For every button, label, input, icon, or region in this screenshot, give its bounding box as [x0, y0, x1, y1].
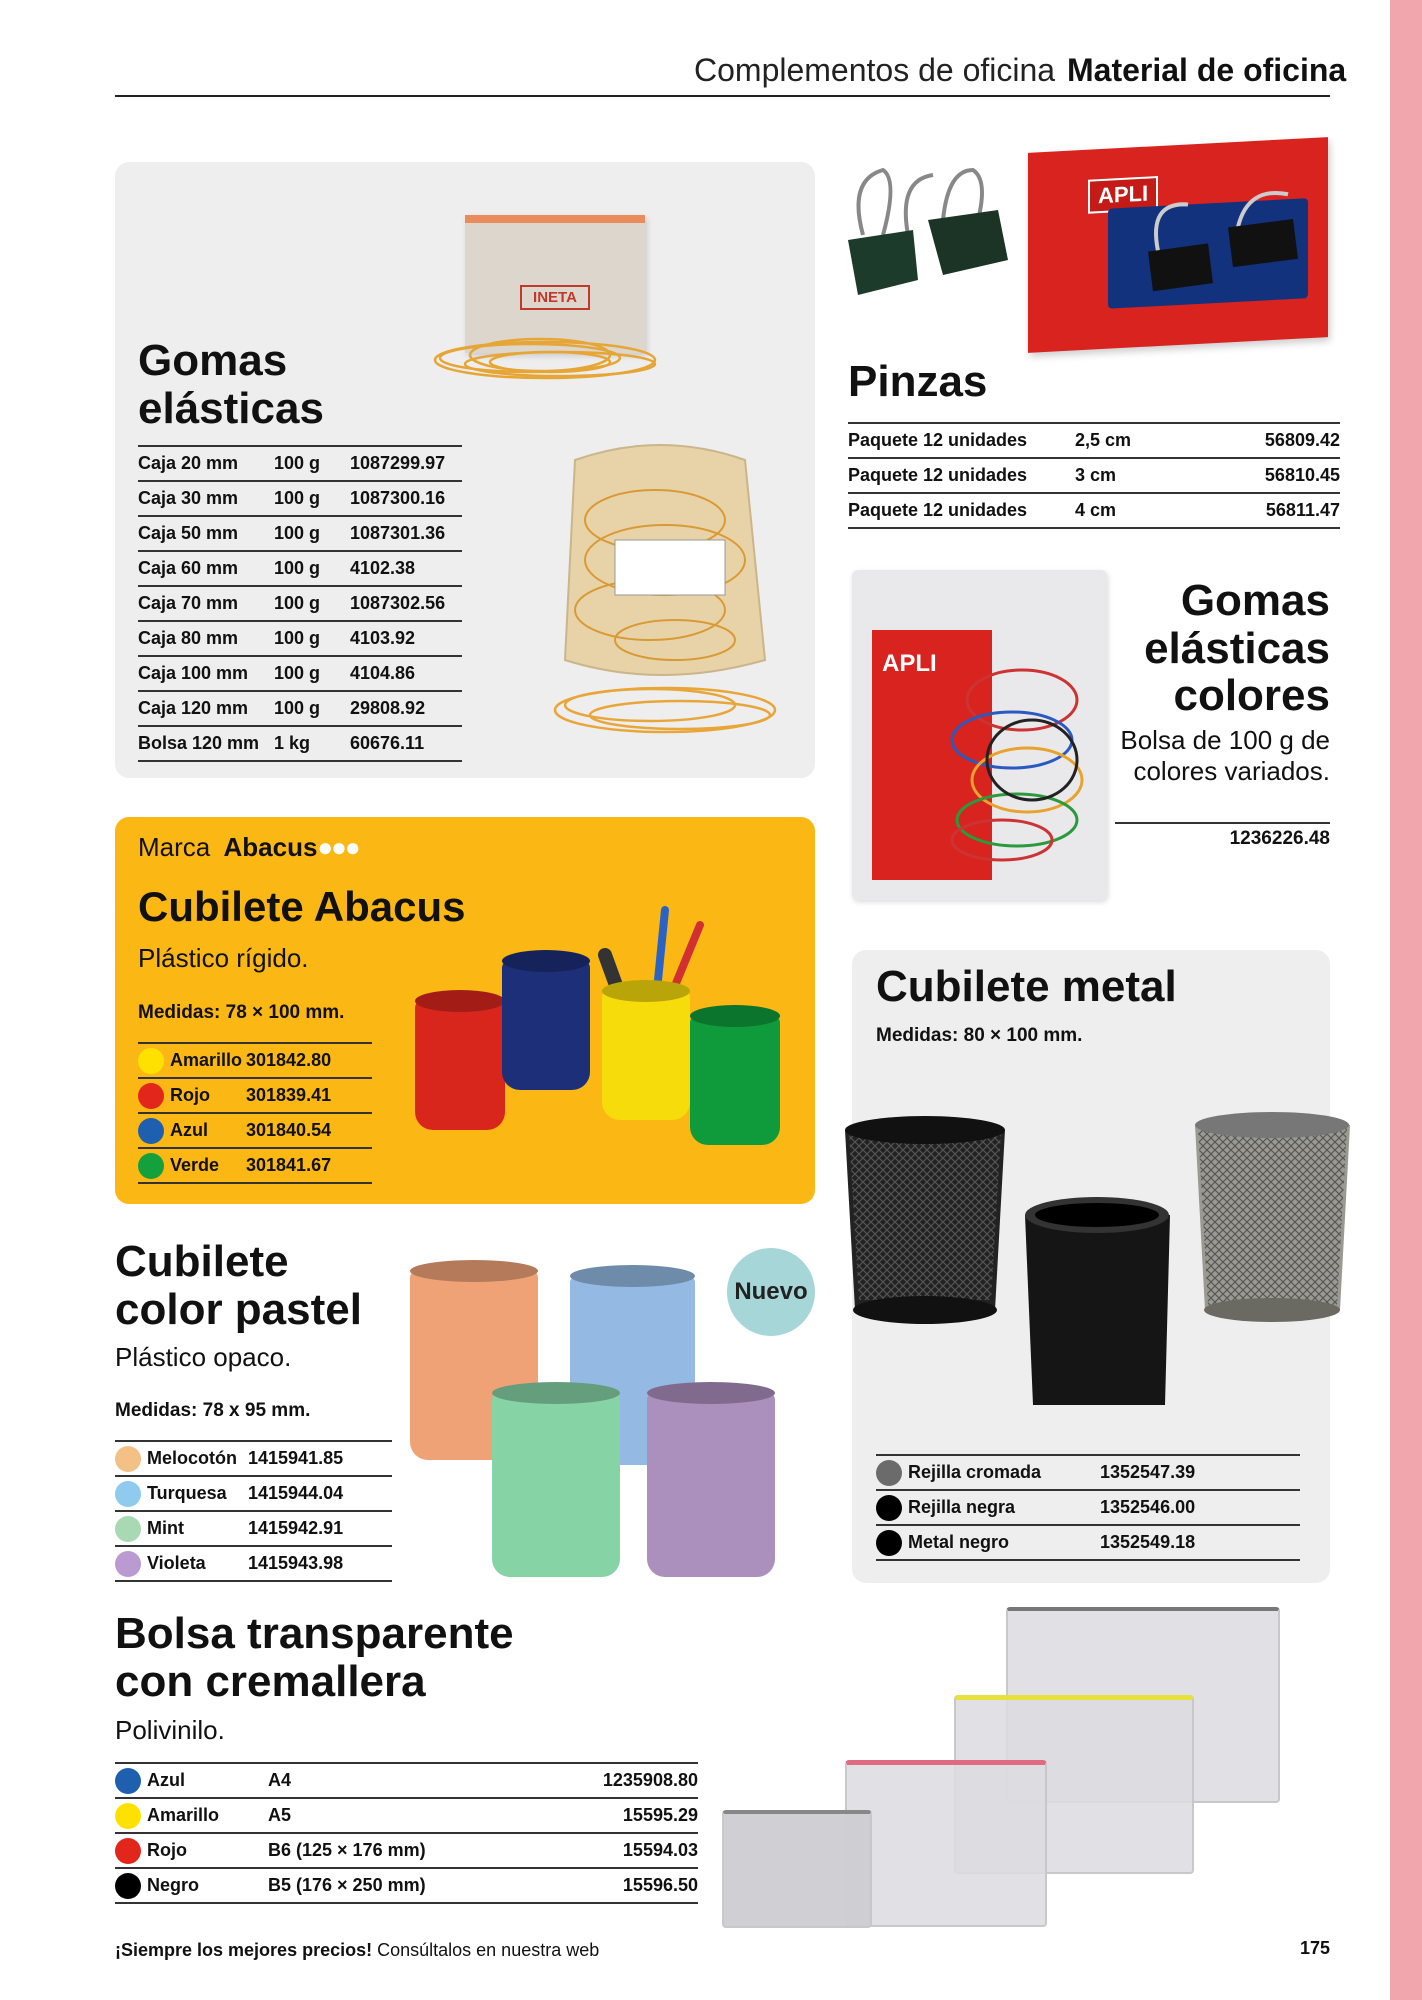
gomas-row	[138, 726, 462, 761]
metal-row	[876, 1490, 1300, 1525]
pastel-ref: 1415943.98	[248, 1546, 392, 1581]
color-swatch-icon	[115, 1873, 141, 1899]
pinzas-row	[848, 423, 1340, 458]
color-swatch-icon	[138, 1153, 164, 1179]
gomas-ref: 1087302.56	[350, 586, 462, 621]
pinzas-ref: 56811.47	[1228, 493, 1340, 528]
binder-clips-box-image	[1028, 137, 1328, 353]
abacus-ref: 301842.80	[246, 1043, 372, 1078]
color-label: Verde	[170, 1154, 220, 1175]
gomas-desc: Caja 80 mm	[138, 621, 274, 656]
apli-bag-logo: APLI	[882, 650, 937, 677]
pastel-title-line2: color pastel	[115, 1284, 362, 1334]
red-cup-image	[415, 1000, 505, 1130]
gomas-ref: 4103.92	[350, 621, 462, 656]
gomas-weight: 100 g	[274, 586, 350, 621]
metal-color	[876, 1490, 1100, 1525]
bolsa-size: B5 (176 × 250 mm)	[268, 1868, 468, 1903]
mint-cup-image	[492, 1392, 620, 1577]
bolsa-size: A5	[268, 1798, 468, 1833]
gomas-desc: Bolsa 120 mm	[138, 726, 274, 761]
gomas-colores-desc-line1: Bolsa de 100 g de	[1120, 725, 1330, 755]
abacus-ref: 301840.54	[246, 1113, 372, 1148]
gomas-weight: 100 g	[274, 691, 350, 726]
metal-ref: 1352549.18	[1100, 1525, 1300, 1560]
bolsa-row	[115, 1868, 698, 1903]
gomas-colores-title	[1144, 577, 1330, 720]
gomas-colores-line1: Gomas	[1180, 576, 1330, 625]
gomas-weight: 100 g	[274, 516, 350, 551]
color-swatch-icon	[876, 1495, 902, 1521]
bolsa-ref: 15596.50	[468, 1868, 698, 1903]
pinzas-size: 4 cm	[1075, 493, 1228, 528]
pastel-subtitle: Plástico opaco.	[115, 1342, 292, 1372]
gomas-row	[138, 551, 462, 586]
color-label: Violeta	[147, 1552, 206, 1573]
abacus-row	[138, 1078, 372, 1113]
color-label: Azul	[147, 1769, 185, 1790]
yellow-cup-image	[602, 990, 690, 1120]
gomas-row	[138, 621, 462, 656]
gomas-colores-line2: elásticas	[1144, 623, 1330, 673]
bolsa-title	[115, 1610, 514, 1705]
color-label: Melocotón	[147, 1447, 237, 1468]
gomas-colores-desc	[1120, 725, 1330, 787]
pinzas-ref: 56810.45	[1228, 458, 1340, 493]
pastel-measures: Medidas: 78 x 95 mm.	[115, 1400, 311, 1421]
gomas-desc: Caja 70 mm	[138, 586, 274, 621]
gomas-desc: Caja 20 mm	[138, 446, 274, 481]
pinzas-row	[848, 493, 1340, 528]
abacus-row	[138, 1113, 372, 1148]
nuevo-badge-label: Nuevo	[734, 1278, 808, 1305]
blue-cup-image	[502, 960, 590, 1090]
abacus-color	[138, 1148, 246, 1183]
gomas-desc: Caja 50 mm	[138, 516, 274, 551]
gomas-weight: 100 g	[274, 551, 350, 586]
gomas-row	[138, 691, 462, 726]
color-label: Amarillo	[147, 1804, 220, 1825]
abacus-ref: 301839.41	[246, 1078, 372, 1113]
bolsa-title-line1: Bolsa transparente	[115, 1609, 514, 1658]
gomas-desc: Caja 30 mm	[138, 481, 274, 516]
page-side-strip	[1390, 0, 1422, 2000]
abacus-brand-line	[138, 832, 359, 863]
pinzas-size: 3 cm	[1075, 458, 1228, 493]
gomas-weight: 100 g	[274, 656, 350, 691]
pastel-row	[115, 1511, 392, 1546]
gomas-title-line2: elásticas	[138, 383, 324, 433]
gomas-desc: Caja 100 mm	[138, 656, 274, 691]
footer-slogan	[115, 1940, 599, 1961]
gomas-ref: 4102.38	[350, 551, 462, 586]
color-label: Mint	[147, 1517, 184, 1538]
metal-table	[876, 1454, 1300, 1561]
color-swatch-icon	[115, 1768, 141, 1794]
gomas-row	[138, 481, 462, 516]
abacus-row	[138, 1043, 372, 1078]
color-label: Rejilla negra	[908, 1496, 1016, 1517]
gomas-row	[138, 516, 462, 551]
color-swatch-icon	[138, 1048, 164, 1074]
abacus-color	[138, 1113, 246, 1148]
gomas-ref: 1087301.36	[350, 516, 462, 551]
pastel-table	[115, 1440, 392, 1582]
nuevo-badge	[727, 1248, 815, 1336]
color-label: Metal negro	[908, 1531, 1010, 1552]
pastel-color	[115, 1546, 248, 1581]
gomas-title-line1: Gomas	[138, 336, 288, 385]
color-swatch-icon	[115, 1803, 141, 1829]
gomas-weight: 1 kg	[274, 726, 350, 761]
pastel-title-line1: Cubilete	[115, 1237, 289, 1286]
bolsa-color	[115, 1798, 268, 1833]
abacus-dots-icon: ●●●	[317, 832, 359, 862]
gomas-ref: 1087299.97	[350, 446, 462, 481]
pinzas-row	[848, 458, 1340, 493]
metal-measures: Medidas: 80 × 100 mm.	[876, 1025, 1083, 1046]
gomas-ref: 29808.92	[350, 691, 462, 726]
metal-row	[876, 1525, 1300, 1560]
abacus-title: Cubilete Abacus	[138, 883, 466, 930]
gomas-colores-line3: colores	[1173, 671, 1330, 721]
gomas-ref: 4104.86	[350, 656, 462, 691]
pastel-row	[115, 1441, 392, 1476]
color-swatch-icon	[115, 1446, 141, 1472]
apli-logo: APLI	[1088, 176, 1158, 214]
color-swatch-icon	[876, 1530, 902, 1556]
zipper-bag-b6-image	[845, 1760, 1047, 1927]
gomas-title	[138, 337, 324, 432]
gomas-weight: 100 g	[274, 446, 350, 481]
gomas-colores-ref: 1236226.48	[1229, 828, 1330, 849]
metal-ref: 1352547.39	[1100, 1455, 1300, 1490]
footer-slogan-regular: Consúltalos en nuestra web	[372, 1940, 600, 1960]
abacus-table	[138, 1042, 372, 1184]
pinzas-desc: Paquete 12 unidades	[848, 458, 1075, 493]
bolsa-size: B6 (125 × 176 mm)	[268, 1833, 468, 1868]
pastel-row	[115, 1546, 392, 1581]
marca-label: Marca	[138, 832, 211, 862]
color-swatch-icon	[138, 1083, 164, 1109]
metal-row	[876, 1455, 1300, 1490]
metal-title: Cubilete metal	[876, 962, 1177, 1011]
pastel-ref: 1415941.85	[248, 1441, 392, 1476]
rubber-bands-pile-image	[420, 330, 670, 390]
bolsa-row	[115, 1833, 698, 1868]
pastel-color	[115, 1476, 248, 1511]
metal-color	[876, 1525, 1100, 1560]
gomas-row	[138, 446, 462, 481]
rubber-bands-bag-image	[535, 440, 785, 750]
color-label: Rojo	[170, 1084, 210, 1105]
color-label: Rejilla cromada	[908, 1461, 1042, 1482]
bolsa-ref: 15595.29	[468, 1798, 698, 1833]
gomas-table	[138, 445, 462, 762]
color-label: Rojo	[147, 1839, 187, 1860]
metal-color	[876, 1455, 1100, 1490]
gomas-desc: Caja 60 mm	[138, 551, 274, 586]
gomas-desc: Caja 120 mm	[138, 691, 274, 726]
pastel-title	[115, 1238, 362, 1333]
bolsa-color	[115, 1763, 268, 1798]
zipper-bag-small-image	[722, 1810, 872, 1928]
bolsa-size: A4	[268, 1763, 468, 1798]
color-swatch-icon	[115, 1551, 141, 1577]
pinzas-desc: Paquete 12 unidades	[848, 493, 1075, 528]
colored-bands-bag-image	[852, 570, 1107, 900]
bolsa-ref: 1235908.80	[468, 1763, 698, 1798]
pinzas-title: Pinzas	[848, 357, 988, 406]
violet-cup-image	[647, 1392, 775, 1577]
color-label: Negro	[147, 1874, 200, 1895]
bolsa-color	[115, 1833, 268, 1868]
gomas-weight: 100 g	[274, 481, 350, 516]
abacus-row	[138, 1148, 372, 1183]
footer-slogan-bold: ¡Siempre los mejores precios!	[115, 1940, 373, 1960]
pinzas-size: 2,5 cm	[1075, 423, 1228, 458]
box-brand-label: INETA	[520, 285, 590, 310]
bolsa-row	[115, 1763, 698, 1798]
page-number: 175	[1299, 1938, 1330, 1958]
gomas-row	[138, 656, 462, 691]
color-label: Turquesa	[147, 1482, 227, 1503]
pastel-ref: 1415942.91	[248, 1511, 392, 1546]
abacus-color	[138, 1043, 246, 1078]
gomas-colores-rule	[1115, 822, 1330, 824]
metal-ref: 1352546.00	[1100, 1490, 1300, 1525]
bolsa-ref: 15594.03	[468, 1833, 698, 1868]
gomas-colores-desc-line2: colores variados.	[1133, 756, 1330, 787]
abacus-ref: 301841.67	[246, 1148, 372, 1183]
pastel-row	[115, 1476, 392, 1511]
bolsa-color	[115, 1868, 268, 1903]
color-swatch-icon	[115, 1838, 141, 1864]
abacus-measures: Medidas: 78 × 100 mm.	[138, 1002, 345, 1023]
color-swatch-icon	[876, 1460, 902, 1486]
bolsa-subtitle: Polivinilo.	[115, 1715, 225, 1745]
pastel-color	[115, 1511, 248, 1546]
pinzas-table	[848, 422, 1340, 529]
green-cup-image	[690, 1015, 780, 1145]
color-swatch-icon	[115, 1516, 141, 1542]
pastel-ref: 1415944.04	[248, 1476, 392, 1511]
gomas-weight: 100 g	[274, 621, 350, 656]
metal-cups-image	[835, 1110, 1365, 1430]
color-label: Azul	[170, 1119, 208, 1140]
bolsa-table	[115, 1762, 698, 1904]
header-category: Material de oficina	[1067, 52, 1347, 88]
abacus-subtitle: Plástico rígido.	[138, 943, 309, 973]
color-label: Amarillo	[170, 1049, 243, 1070]
header-divider	[115, 95, 1330, 97]
pastel-color	[115, 1441, 248, 1476]
bolsa-title-line2: con cremallera	[115, 1656, 426, 1706]
pinzas-desc: Paquete 12 unidades	[848, 423, 1075, 458]
color-swatch-icon	[138, 1118, 164, 1144]
bolsa-row	[115, 1798, 698, 1833]
abacus-brand: Abacus	[223, 832, 318, 862]
binder-clips-image	[838, 160, 1018, 310]
gomas-ref: 60676.11	[350, 726, 462, 761]
pinzas-ref: 56809.42	[1228, 423, 1340, 458]
gomas-row	[138, 586, 462, 621]
gomas-ref: 1087300.16	[350, 481, 462, 516]
abacus-color	[138, 1078, 246, 1113]
header-section: Complementos de oficina	[694, 52, 1056, 88]
color-swatch-icon	[115, 1481, 141, 1507]
